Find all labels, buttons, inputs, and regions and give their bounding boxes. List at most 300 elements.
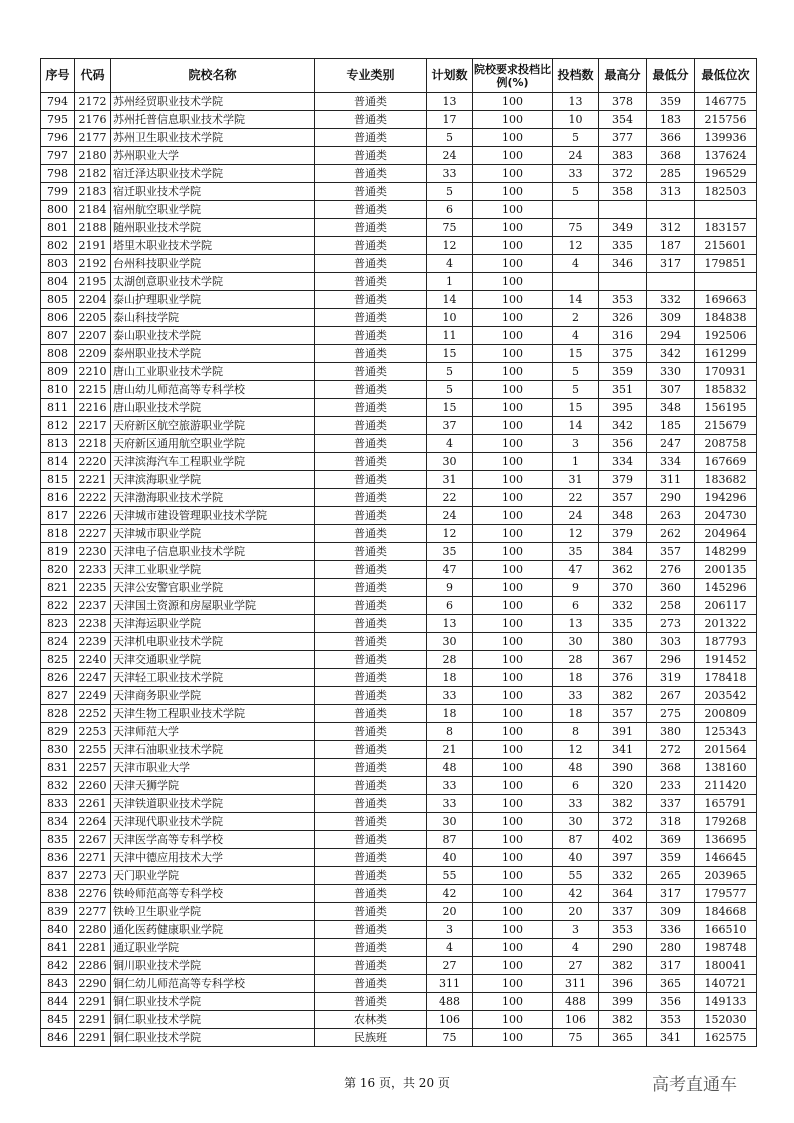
cell-category: 普通类: [315, 435, 427, 453]
cell-min-rank: 137624: [695, 147, 757, 165]
cell-code: 2222: [75, 489, 111, 507]
cell-category: 普通类: [315, 849, 427, 867]
cell-category: 农林类: [315, 1011, 427, 1029]
cell-index: 829: [41, 723, 75, 741]
cell-plan: 18: [427, 705, 473, 723]
col-header-ratio: 院校要求投档比例(%): [473, 59, 553, 93]
cell-min-score: 273: [647, 615, 695, 633]
cell-category: 普通类: [315, 201, 427, 219]
table-body: [41, 93, 757, 1047]
table-row: [41, 957, 757, 975]
cell-ratio: 100: [473, 759, 553, 777]
cell-plan: 8: [427, 723, 473, 741]
cell-code: 2271: [75, 849, 111, 867]
table-row: [41, 687, 757, 705]
table-row: [41, 777, 757, 795]
cell-ratio: 100: [473, 471, 553, 489]
cell-max-score: 382: [599, 1011, 647, 1029]
cell-max-score: 390: [599, 759, 647, 777]
cell-index: 807: [41, 327, 75, 345]
cell-school: 天津国土资源和房屋职业学院: [111, 597, 315, 615]
cell-max-score: 378: [599, 93, 647, 111]
cell-min-rank: 194296: [695, 489, 757, 507]
cell-category: 民族班: [315, 1029, 427, 1047]
cell-admitted: 106: [553, 1011, 599, 1029]
cell-plan: 5: [427, 363, 473, 381]
cell-min-score: 294: [647, 327, 695, 345]
cell-school: 天津轻工职业技术学院: [111, 669, 315, 687]
cell-code: 2273: [75, 867, 111, 885]
cell-plan: 75: [427, 219, 473, 237]
cell-max-score: 402: [599, 831, 647, 849]
cell-school: 天府新区航空旅游职业学院: [111, 417, 315, 435]
cell-category: 普通类: [315, 165, 427, 183]
cell-category: 普通类: [315, 111, 427, 129]
cell-min-rank: 138160: [695, 759, 757, 777]
table-row: [41, 201, 757, 219]
cell-ratio: 100: [473, 1011, 553, 1029]
cell-school: 通化医药健康职业学院: [111, 921, 315, 939]
table-row: [41, 237, 757, 255]
cell-min-score: 318: [647, 813, 695, 831]
cell-min-score: 272: [647, 741, 695, 759]
cell-ratio: 100: [473, 489, 553, 507]
cell-code: 2191: [75, 237, 111, 255]
cell-code: 2260: [75, 777, 111, 795]
cell-index: 796: [41, 129, 75, 147]
cell-school: 天津城市职业学院: [111, 525, 315, 543]
cell-index: 813: [41, 435, 75, 453]
cell-admitted: 24: [553, 507, 599, 525]
cell-admitted: 8: [553, 723, 599, 741]
cell-min-rank: 166510: [695, 921, 757, 939]
cell-ratio: 100: [473, 129, 553, 147]
cell-min-rank: 200135: [695, 561, 757, 579]
cell-school: 塔里木职业技术学院: [111, 237, 315, 255]
admission-table: [40, 58, 757, 1047]
cell-min-score: 319: [647, 669, 695, 687]
cell-code: 2192: [75, 255, 111, 273]
cell-min-score: 276: [647, 561, 695, 579]
cell-school: 天津生物工程职业技术学院: [111, 705, 315, 723]
cell-ratio: 100: [473, 417, 553, 435]
cell-category: 普通类: [315, 597, 427, 615]
cell-min-score: 262: [647, 525, 695, 543]
cell-category: 普通类: [315, 183, 427, 201]
cell-ratio: 100: [473, 885, 553, 903]
cell-admitted: 30: [553, 813, 599, 831]
cell-min-score: 247: [647, 435, 695, 453]
cell-min-score: 185: [647, 417, 695, 435]
table-row: [41, 795, 757, 813]
cell-admitted: 20: [553, 903, 599, 921]
cell-admitted: 3: [553, 435, 599, 453]
cell-admitted: 4: [553, 939, 599, 957]
table-row: [41, 129, 757, 147]
table-row: [41, 615, 757, 633]
cell-code: 2281: [75, 939, 111, 957]
cell-admitted: 35: [553, 543, 599, 561]
cell-admitted: 47: [553, 561, 599, 579]
cell-plan: 1: [427, 273, 473, 291]
cell-min-rank: 203542: [695, 687, 757, 705]
cell-min-rank: 183157: [695, 219, 757, 237]
col-header-min-rank: 最低位次: [695, 59, 757, 93]
cell-max-score: 396: [599, 975, 647, 993]
cell-school: 太湖创意职业技术学院: [111, 273, 315, 291]
table-row: [41, 543, 757, 561]
cell-category: 普通类: [315, 363, 427, 381]
cell-min-rank: 215601: [695, 237, 757, 255]
cell-ratio: 100: [473, 399, 553, 417]
cell-index: 837: [41, 867, 75, 885]
cell-school: 天津现代职业技术学院: [111, 813, 315, 831]
cell-min-score: 280: [647, 939, 695, 957]
cell-code: 2207: [75, 327, 111, 345]
cell-index: 804: [41, 273, 75, 291]
cell-index: 820: [41, 561, 75, 579]
cell-max-score: 379: [599, 471, 647, 489]
table-row: [41, 669, 757, 687]
cell-index: 827: [41, 687, 75, 705]
cell-ratio: 100: [473, 543, 553, 561]
table-row: [41, 705, 757, 723]
cell-school: 唐山职业技术学院: [111, 399, 315, 417]
cell-max-score: 399: [599, 993, 647, 1011]
cell-max-score: 397: [599, 849, 647, 867]
cell-category: 普通类: [315, 237, 427, 255]
cell-code: 2237: [75, 597, 111, 615]
cell-code: 2184: [75, 201, 111, 219]
cell-min-rank: 196529: [695, 165, 757, 183]
cell-ratio: 100: [473, 255, 553, 273]
col-header-category: 专业类别: [315, 59, 427, 93]
cell-min-score: 290: [647, 489, 695, 507]
cell-admitted: 12: [553, 237, 599, 255]
cell-index: 811: [41, 399, 75, 417]
cell-min-score: 337: [647, 795, 695, 813]
cell-min-score: 330: [647, 363, 695, 381]
table-row: [41, 471, 757, 489]
cell-plan: 42: [427, 885, 473, 903]
cell-admitted: 48: [553, 759, 599, 777]
cell-min-score: 307: [647, 381, 695, 399]
cell-plan: 31: [427, 471, 473, 489]
cell-ratio: 100: [473, 291, 553, 309]
cell-ratio: 100: [473, 903, 553, 921]
cell-admitted: 10: [553, 111, 599, 129]
cell-min-rank: 156195: [695, 399, 757, 417]
cell-min-rank: 167669: [695, 453, 757, 471]
cell-school: 泰山护理职业学院: [111, 291, 315, 309]
cell-max-score: 332: [599, 867, 647, 885]
cell-code: 2290: [75, 975, 111, 993]
table-row: [41, 849, 757, 867]
cell-min-score: 265: [647, 867, 695, 885]
cell-max-score: 384: [599, 543, 647, 561]
cell-code: 2280: [75, 921, 111, 939]
cell-admitted: [553, 273, 599, 291]
cell-school: 泰山科技学院: [111, 309, 315, 327]
cell-school: 天津商务职业学院: [111, 687, 315, 705]
cell-min-score: 365: [647, 975, 695, 993]
cell-plan: 6: [427, 201, 473, 219]
cell-plan: 15: [427, 399, 473, 417]
cell-school: 天津公安警官职业学院: [111, 579, 315, 597]
cell-category: 普通类: [315, 651, 427, 669]
cell-index: 818: [41, 525, 75, 543]
cell-index: 810: [41, 381, 75, 399]
cell-plan: 37: [427, 417, 473, 435]
cell-school: 通辽职业学院: [111, 939, 315, 957]
cell-max-score: 290: [599, 939, 647, 957]
cell-min-score: [647, 273, 695, 291]
cell-ratio: 100: [473, 651, 553, 669]
cell-category: 普通类: [315, 417, 427, 435]
cell-admitted: 33: [553, 687, 599, 705]
cell-min-rank: [695, 273, 757, 291]
cell-school: 铜仁职业技术学院: [111, 1011, 315, 1029]
cell-max-score: 358: [599, 183, 647, 201]
cell-school: 天津中德应用技术大学: [111, 849, 315, 867]
cell-code: 2286: [75, 957, 111, 975]
cell-min-score: 334: [647, 453, 695, 471]
cell-max-score: 357: [599, 489, 647, 507]
cell-max-score: 362: [599, 561, 647, 579]
table-row: [41, 453, 757, 471]
cell-code: 2188: [75, 219, 111, 237]
cell-min-rank: 187793: [695, 633, 757, 651]
table-row: [41, 345, 757, 363]
cell-plan: 488: [427, 993, 473, 1011]
cell-index: 826: [41, 669, 75, 687]
cell-max-score: [599, 273, 647, 291]
cell-plan: 30: [427, 453, 473, 471]
cell-min-rank: 203965: [695, 867, 757, 885]
cell-school: 苏州卫生职业技术学院: [111, 129, 315, 147]
cell-max-score: 320: [599, 777, 647, 795]
cell-index: 841: [41, 939, 75, 957]
table-row: [41, 597, 757, 615]
cell-plan: 12: [427, 237, 473, 255]
cell-max-score: 349: [599, 219, 647, 237]
cell-category: 普通类: [315, 219, 427, 237]
cell-index: 828: [41, 705, 75, 723]
cell-index: 816: [41, 489, 75, 507]
cell-min-score: 359: [647, 849, 695, 867]
cell-plan: 4: [427, 939, 473, 957]
cell-plan: 17: [427, 111, 473, 129]
cell-index: 805: [41, 291, 75, 309]
cell-min-rank: 179577: [695, 885, 757, 903]
cell-admitted: [553, 201, 599, 219]
cell-ratio: 100: [473, 147, 553, 165]
table-row: [41, 435, 757, 453]
cell-index: 839: [41, 903, 75, 921]
cell-code: 2247: [75, 669, 111, 687]
cell-index: 799: [41, 183, 75, 201]
cell-code: 2253: [75, 723, 111, 741]
cell-min-score: 348: [647, 399, 695, 417]
cell-min-score: 263: [647, 507, 695, 525]
cell-max-score: 354: [599, 111, 647, 129]
cell-min-rank: 140721: [695, 975, 757, 993]
cell-max-score: 332: [599, 597, 647, 615]
cell-code: 2239: [75, 633, 111, 651]
cell-min-score: 317: [647, 885, 695, 903]
cell-min-score: 357: [647, 543, 695, 561]
header-row: [41, 59, 757, 93]
cell-code: 2233: [75, 561, 111, 579]
cell-plan: 40: [427, 849, 473, 867]
cell-admitted: 4: [553, 255, 599, 273]
cell-index: 846: [41, 1029, 75, 1047]
cell-admitted: 3: [553, 921, 599, 939]
cell-ratio: 100: [473, 669, 553, 687]
cell-admitted: 30: [553, 633, 599, 651]
cell-min-score: 267: [647, 687, 695, 705]
cell-min-rank: 215679: [695, 417, 757, 435]
cell-admitted: 14: [553, 417, 599, 435]
cell-ratio: 100: [473, 525, 553, 543]
cell-school: 天津市职业大学: [111, 759, 315, 777]
cell-ratio: 100: [473, 939, 553, 957]
cell-ratio: 100: [473, 777, 553, 795]
cell-min-rank: 183682: [695, 471, 757, 489]
cell-index: 794: [41, 93, 75, 111]
cell-category: 普通类: [315, 273, 427, 291]
table-row: [41, 417, 757, 435]
cell-min-score: 285: [647, 165, 695, 183]
cell-ratio: 100: [473, 507, 553, 525]
cell-max-score: 335: [599, 615, 647, 633]
cell-category: 普通类: [315, 795, 427, 813]
cell-school: 天津工业职业学院: [111, 561, 315, 579]
cell-code: 2277: [75, 903, 111, 921]
cell-admitted: 2: [553, 309, 599, 327]
cell-code: 2183: [75, 183, 111, 201]
table-row: [41, 903, 757, 921]
cell-ratio: 100: [473, 633, 553, 651]
cell-min-score: 258: [647, 597, 695, 615]
cell-school: 天府新区通用航空职业学院: [111, 435, 315, 453]
cell-max-score: 372: [599, 813, 647, 831]
cell-plan: 55: [427, 867, 473, 885]
cell-max-score: 395: [599, 399, 647, 417]
cell-plan: 13: [427, 615, 473, 633]
cell-min-rank: 170931: [695, 363, 757, 381]
cell-code: 2204: [75, 291, 111, 309]
cell-admitted: 12: [553, 741, 599, 759]
cell-min-score: 366: [647, 129, 695, 147]
cell-min-rank: 145296: [695, 579, 757, 597]
cell-category: 普通类: [315, 579, 427, 597]
table-row: [41, 489, 757, 507]
table-row: [41, 651, 757, 669]
cell-ratio: 100: [473, 723, 553, 741]
cell-ratio: 100: [473, 183, 553, 201]
cell-admitted: 13: [553, 615, 599, 633]
cell-code: 2182: [75, 165, 111, 183]
cell-code: 2291: [75, 993, 111, 1011]
cell-plan: 35: [427, 543, 473, 561]
cell-school: 泰州职业技术学院: [111, 345, 315, 363]
cell-min-score: 309: [647, 309, 695, 327]
cell-ratio: 100: [473, 597, 553, 615]
cell-ratio: 100: [473, 111, 553, 129]
cell-min-score: 303: [647, 633, 695, 651]
cell-index: 840: [41, 921, 75, 939]
table-row: [41, 309, 757, 327]
cell-code: 2172: [75, 93, 111, 111]
cell-code: 2264: [75, 813, 111, 831]
cell-ratio: 100: [473, 957, 553, 975]
cell-plan: 20: [427, 903, 473, 921]
cell-school: 苏州托普信息职业技术学院: [111, 111, 315, 129]
cell-index: 819: [41, 543, 75, 561]
cell-min-rank: 179851: [695, 255, 757, 273]
cell-min-rank: 180041: [695, 957, 757, 975]
cell-ratio: 100: [473, 813, 553, 831]
col-header-school: 院校名称: [111, 59, 315, 93]
cell-max-score: 379: [599, 525, 647, 543]
cell-min-score: 313: [647, 183, 695, 201]
cell-min-rank: 136695: [695, 831, 757, 849]
cell-ratio: 100: [473, 201, 553, 219]
cell-plan: 21: [427, 741, 473, 759]
cell-category: 普通类: [315, 471, 427, 489]
cell-min-score: 341: [647, 1029, 695, 1047]
cell-code: 2238: [75, 615, 111, 633]
cell-min-score: 360: [647, 579, 695, 597]
cell-ratio: 100: [473, 849, 553, 867]
cell-min-score: 187: [647, 237, 695, 255]
table-row: [41, 1029, 757, 1047]
cell-plan: 24: [427, 507, 473, 525]
cell-category: 普通类: [315, 741, 427, 759]
table-row: [41, 831, 757, 849]
cell-category: 普通类: [315, 327, 427, 345]
cell-category: 普通类: [315, 687, 427, 705]
table-row: [41, 147, 757, 165]
cell-code: 2210: [75, 363, 111, 381]
cell-code: 2215: [75, 381, 111, 399]
cell-admitted: 75: [553, 1029, 599, 1047]
cell-category: 普通类: [315, 291, 427, 309]
col-header-code: 代码: [75, 59, 111, 93]
cell-min-rank: 169663: [695, 291, 757, 309]
cell-admitted: 13: [553, 93, 599, 111]
cell-ratio: 100: [473, 975, 553, 993]
cell-admitted: 6: [553, 597, 599, 615]
cell-max-score: [599, 201, 647, 219]
cell-min-rank: 204730: [695, 507, 757, 525]
table-row: [41, 993, 757, 1011]
cell-category: 普通类: [315, 759, 427, 777]
cell-admitted: 27: [553, 957, 599, 975]
cell-school: 天津滨海职业学院: [111, 471, 315, 489]
cell-school: 苏州职业大学: [111, 147, 315, 165]
cell-min-score: 353: [647, 1011, 695, 1029]
table-row: [41, 111, 757, 129]
cell-school: 天津海运职业学院: [111, 615, 315, 633]
cell-plan: 12: [427, 525, 473, 543]
cell-min-score: 317: [647, 957, 695, 975]
cell-index: 836: [41, 849, 75, 867]
cell-ratio: 100: [473, 363, 553, 381]
cell-index: 831: [41, 759, 75, 777]
cell-min-rank: 139936: [695, 129, 757, 147]
